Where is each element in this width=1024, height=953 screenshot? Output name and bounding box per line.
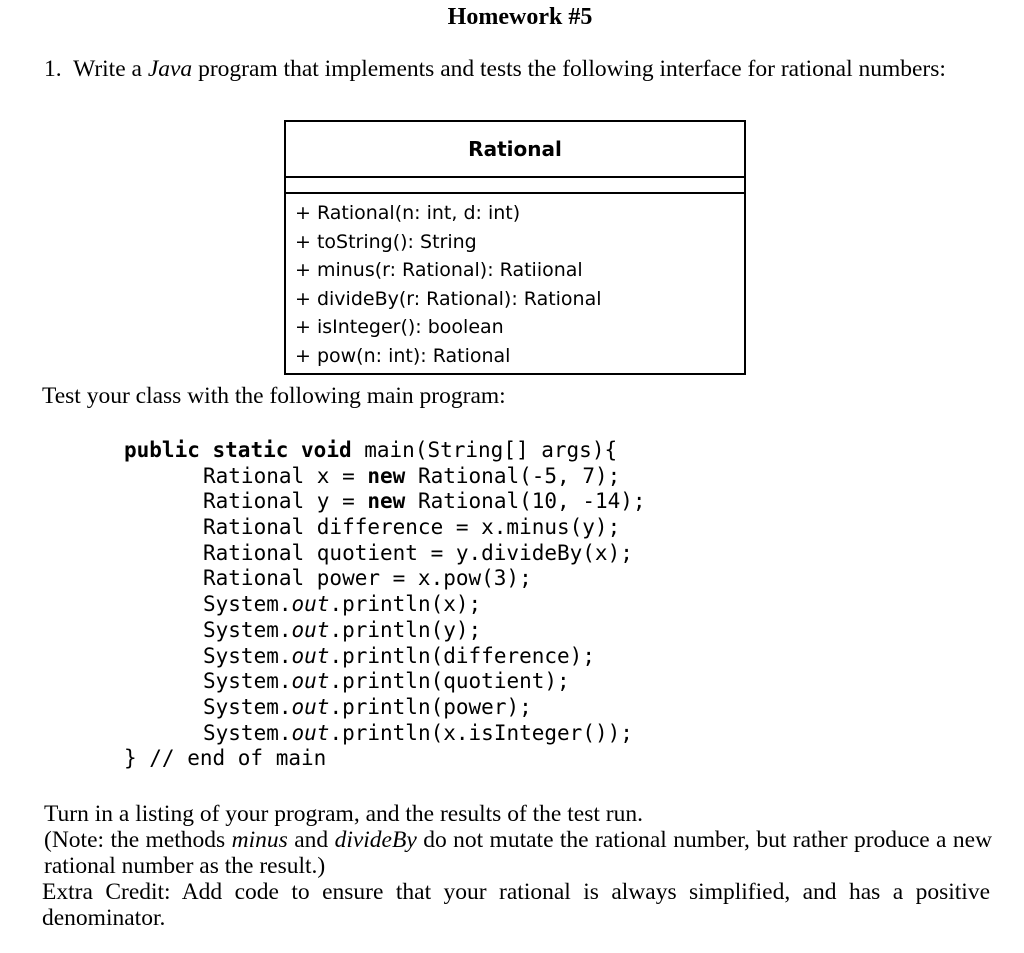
code-text: Rational(10, -14); <box>405 489 646 514</box>
code-line-println <box>124 721 646 747</box>
code-line <box>124 541 646 567</box>
code-text: Rational(-5, 7); <box>405 463 621 488</box>
code-italic: out <box>291 592 330 617</box>
uml-method: + toString(): String <box>295 230 477 253</box>
code-text: Rational y = <box>203 489 368 514</box>
code-keyword: void <box>301 438 352 462</box>
code-text: System. <box>203 669 292 694</box>
code-keyword: public <box>124 438 200 462</box>
code-line-println <box>124 695 646 721</box>
code-line-println <box>124 618 646 644</box>
turn-in-instructions: Turn in a listing of your program, and the results of the test run. <box>44 801 643 827</box>
note-method-name: minus <box>231 827 288 853</box>
code-text: System. <box>203 720 292 745</box>
code-line-println <box>124 669 646 695</box>
note-text: (Note: the methods <box>44 827 226 853</box>
code-line-main-signature <box>124 438 646 464</box>
code-line-println <box>124 592 646 618</box>
code-text: .println(x); <box>329 592 482 617</box>
code-line <box>124 464 646 490</box>
code-line <box>124 515 646 541</box>
code-text: Rational x = <box>203 463 368 488</box>
question-number: 1. <box>44 56 62 82</box>
uml-class-name: Rational <box>286 122 744 178</box>
code-text: System. <box>203 694 292 719</box>
code-text: Rational quotient = y.divideBy(x); <box>203 540 633 565</box>
code-keyword: static <box>212 438 289 462</box>
code-listing <box>124 438 646 772</box>
code-text: .println(y); <box>329 617 482 642</box>
code-text: .println(power); <box>329 694 532 719</box>
code-italic: out <box>291 643 330 668</box>
uml-method: + pow(n: int): Rational <box>295 344 511 367</box>
question-text-before: Write a <box>73 56 142 82</box>
note-text: and <box>294 827 329 853</box>
uml-method: + divideBy(r: Rational): Rational <box>295 287 602 310</box>
uml-class-diagram <box>284 120 746 375</box>
code-text: } // end of main <box>124 746 327 771</box>
uml-method: + Rational(n: int, d: int) <box>295 202 521 224</box>
code-text: System. <box>203 617 292 642</box>
code-text: .println(difference); <box>329 643 595 668</box>
uml-method: + minus(r: Rational): Ratiional <box>295 259 583 281</box>
extra-credit: Extra Credit: Add code to ensure that your rational is always simplified, and has a positive denominator. <box>42 879 990 931</box>
uml-methods-section <box>286 194 744 370</box>
code-italic: out <box>291 694 330 719</box>
page-title: Homework #5 <box>447 4 593 30</box>
code-italic: out <box>291 617 330 642</box>
code-text: System. <box>203 643 292 668</box>
question-1 <box>44 56 992 82</box>
code-text: Rational difference = x.minus(y); <box>203 515 621 540</box>
code-line-println <box>124 644 646 670</box>
code-text: Rational power = x.pow(3); <box>203 566 532 591</box>
code-text: .println(x.isInteger()); <box>329 720 633 745</box>
question-language: Java <box>147 56 193 82</box>
code-line <box>124 566 646 592</box>
uml-method: + isInteger(): boolean <box>295 316 504 338</box>
code-keyword: new <box>367 463 406 488</box>
question-text-after: program that implements and tests the following interface for rational numbers: <box>198 56 946 82</box>
note-method-name: divideBy <box>334 827 417 853</box>
note-text: do not mutate the rational number, but rather produce a new rational number as the result.) <box>44 827 993 879</box>
code-text: .println(quotient); <box>329 669 570 694</box>
code-line-closing <box>124 746 646 772</box>
code-italic: out <box>291 669 330 694</box>
code-text: main(String[] args){ <box>351 438 618 462</box>
code-keyword: new <box>367 489 406 514</box>
code-line <box>124 489 646 515</box>
note-paragraph <box>44 827 992 879</box>
code-italic: out <box>291 720 330 745</box>
test-intro: Test your class with the following main program: <box>42 383 506 409</box>
code-text: System. <box>203 592 292 617</box>
uml-attributes-section <box>286 178 744 194</box>
